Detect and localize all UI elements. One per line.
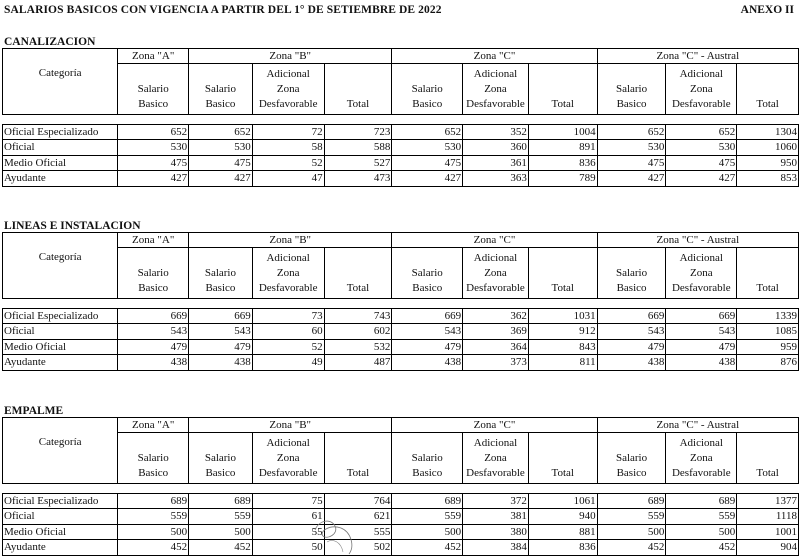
subheader-row [3, 433, 799, 484]
value-cell: 904 [737, 540, 799, 556]
adicional-zona-header [463, 433, 529, 484]
value-cell: 381 [463, 509, 529, 525]
salario-basico-header [597, 248, 666, 299]
zone-header-row [3, 233, 799, 248]
zone-header-row [3, 49, 799, 64]
header-line: Basico [616, 281, 647, 294]
header-line: Total [551, 466, 574, 479]
header-line: Adicional [266, 436, 310, 449]
value-cell: 652 [597, 124, 666, 140]
category-label: Categoría [3, 433, 118, 484]
value-cell: 475 [189, 155, 253, 171]
value-cell: 543 [392, 324, 463, 340]
value-cell: 559 [392, 509, 463, 525]
total-header [324, 248, 392, 299]
header-line: Total [756, 281, 779, 294]
value-cell: 1339 [737, 308, 799, 324]
header-line: Basico [412, 97, 443, 110]
category-label: Categoría [3, 248, 118, 299]
zone-b-header: Zona "B" [189, 233, 392, 248]
category-cell: Ayudante [3, 540, 118, 556]
category-cell: Ayudante [3, 355, 118, 371]
header-line: Basico [412, 466, 443, 479]
value-cell: 543 [189, 324, 253, 340]
header-line: Desfavorable [258, 97, 318, 110]
header-line: Total [756, 97, 779, 110]
value-cell: 487 [324, 355, 392, 371]
salary-table [2, 48, 799, 187]
value-cell: 843 [528, 339, 597, 355]
value-cell: 1085 [737, 324, 799, 340]
value-cell: 555 [324, 524, 392, 540]
category-label: Categoría [3, 64, 118, 115]
zone-a-header: Zona "A" [118, 418, 189, 433]
value-cell: 452 [189, 540, 253, 556]
adicional-zona-header [666, 248, 737, 299]
header-line: Zona [690, 266, 713, 279]
section-title: LINEAS E INSTALACION [4, 220, 141, 232]
value-cell: 559 [597, 509, 666, 525]
value-cell: 532 [324, 339, 392, 355]
document-header [4, 4, 794, 20]
zone-c-austral-header: Zona "C" - Austral [597, 49, 798, 64]
header-line: Salario [411, 266, 443, 279]
spacer-row [3, 298, 799, 308]
header-line: Desfavorable [258, 281, 318, 294]
value-cell: 881 [528, 524, 597, 540]
header-line: Salario [615, 82, 648, 95]
header-line: Zona [484, 451, 507, 464]
value-cell: 479 [666, 339, 737, 355]
value-cell: 452 [666, 540, 737, 556]
value-cell: 1031 [528, 308, 597, 324]
category-cell: Medio Oficial [3, 339, 118, 355]
value-cell: 427 [189, 171, 253, 187]
value-cell: 427 [118, 171, 189, 187]
header-line: Zona [276, 451, 300, 464]
zone-b-header: Zona "B" [189, 49, 392, 64]
value-cell: 559 [118, 509, 189, 525]
salary-table [2, 417, 799, 556]
table-row [3, 524, 799, 540]
header-line: Salario [615, 266, 648, 279]
value-cell: 543 [597, 324, 666, 340]
value-cell: 427 [666, 171, 737, 187]
total-header [528, 248, 597, 299]
spacer-cell [3, 114, 799, 124]
value-cell: 73 [252, 308, 324, 324]
value-cell: 669 [118, 308, 189, 324]
value-cell: 689 [666, 493, 737, 509]
header-line: Basico [412, 281, 443, 294]
value-cell: 479 [118, 339, 189, 355]
value-cell: 527 [324, 155, 392, 171]
value-cell: 940 [528, 509, 597, 525]
header-line: Salario [204, 451, 236, 464]
header-line: Total [551, 97, 574, 110]
adicional-zona-header [252, 64, 324, 115]
value-cell: 55 [252, 524, 324, 540]
value-cell: 1304 [737, 124, 799, 140]
document-title: SALARIOS BASICOS CON VIGENCIA A PARTIR DEL 1° DE SETIEMBRE DE 2022 [4, 4, 442, 16]
header-line: Zona [484, 82, 507, 95]
value-cell: 61 [252, 509, 324, 525]
spacer-row [3, 483, 799, 493]
value-cell: 362 [463, 308, 529, 324]
value-cell: 500 [392, 524, 463, 540]
value-cell: 669 [666, 308, 737, 324]
zone-a-header: Zona "A" [118, 49, 189, 64]
total-header [737, 248, 799, 299]
salario-basico-header [597, 433, 666, 484]
salario-basico-header [118, 433, 189, 484]
value-cell: 500 [189, 524, 253, 540]
header-line: Salario [411, 82, 443, 95]
header-line: Total [756, 466, 779, 479]
value-cell: 1118 [737, 509, 799, 525]
value-cell: 452 [597, 540, 666, 556]
value-cell: 438 [597, 355, 666, 371]
value-cell: 689 [392, 493, 463, 509]
salario-basico-header [189, 433, 253, 484]
category-cell: Medio Oficial [3, 155, 118, 171]
category-cell: Oficial [3, 509, 118, 525]
header-line: Desfavorable [466, 281, 525, 294]
value-cell: 363 [463, 171, 529, 187]
value-cell: 475 [666, 155, 737, 171]
value-cell: 652 [118, 124, 189, 140]
value-cell: 559 [666, 509, 737, 525]
table-row [3, 509, 799, 525]
value-cell: 452 [392, 540, 463, 556]
header-line: Salario [137, 82, 169, 95]
value-cell: 1004 [528, 124, 597, 140]
value-cell: 602 [324, 324, 392, 340]
header-line: Zona [276, 82, 300, 95]
header-line: Desfavorable [671, 281, 731, 294]
annex-label: ANEXO II [740, 4, 794, 16]
spacer-row [3, 114, 799, 124]
value-cell: 500 [666, 524, 737, 540]
table-row [3, 124, 799, 140]
header-line: Salario [137, 451, 169, 464]
zone-c-header: Zona "C" [392, 233, 597, 248]
value-cell: 1377 [737, 493, 799, 509]
zone-c-austral-header: Zona "C" - Austral [597, 233, 798, 248]
salario-basico-header [189, 248, 253, 299]
total-header [324, 64, 392, 115]
value-cell: 52 [252, 339, 324, 355]
category-cell: Oficial Especializado [3, 493, 118, 509]
value-cell: 50 [252, 540, 324, 556]
value-cell: 475 [392, 155, 463, 171]
signature-mark [305, 512, 365, 558]
header-line: Basico [138, 466, 169, 479]
total-header [528, 433, 597, 484]
value-cell: 360 [463, 140, 529, 156]
salario-basico-header [597, 64, 666, 115]
adicional-zona-header [666, 433, 737, 484]
header-line: Basico [138, 97, 169, 110]
zone-c-header: Zona "C" [392, 418, 597, 433]
value-cell: 479 [189, 339, 253, 355]
value-cell: 836 [528, 540, 597, 556]
header-line: Total [346, 281, 370, 294]
value-cell: 475 [597, 155, 666, 171]
adicional-zona-header [252, 433, 324, 484]
header-line: Basico [205, 466, 236, 479]
value-cell: 364 [463, 339, 529, 355]
header-line: Desfavorable [466, 466, 525, 479]
table-row [3, 339, 799, 355]
value-cell: 652 [392, 124, 463, 140]
value-cell: 502 [324, 540, 392, 556]
value-cell: 427 [392, 171, 463, 187]
table-row [3, 140, 799, 156]
salario-basico-header [189, 64, 253, 115]
header-line: Adicional [266, 251, 310, 264]
table-row [3, 155, 799, 171]
value-cell: 789 [528, 171, 597, 187]
header-line: Adicional [473, 67, 518, 80]
value-cell: 372 [463, 493, 529, 509]
category-cell: Oficial Especializado [3, 308, 118, 324]
value-cell: 75 [252, 493, 324, 509]
table-row [3, 171, 799, 187]
value-cell: 912 [528, 324, 597, 340]
value-cell: 689 [189, 493, 253, 509]
value-cell: 652 [189, 124, 253, 140]
header-line: Adicional [266, 67, 310, 80]
value-cell: 438 [189, 355, 253, 371]
value-cell: 58 [252, 140, 324, 156]
value-cell: 60 [252, 324, 324, 340]
value-cell: 49 [252, 355, 324, 371]
header-line: Zona [690, 82, 713, 95]
category-header [3, 49, 118, 64]
adicional-zona-header [463, 248, 529, 299]
header-line: Adicional [679, 67, 723, 80]
zone-c-austral-header: Zona "C" - Austral [597, 418, 798, 433]
value-cell: 1060 [737, 140, 799, 156]
header-line: Total [346, 97, 370, 110]
header-line: Desfavorable [258, 466, 318, 479]
zone-b-header: Zona "B" [189, 418, 392, 433]
header-line: Basico [616, 97, 647, 110]
value-cell: 530 [597, 140, 666, 156]
header-line: Basico [138, 281, 169, 294]
section-title: EMPALME [4, 405, 64, 417]
total-header [737, 433, 799, 484]
salario-basico-header [118, 64, 189, 115]
value-cell: 479 [392, 339, 463, 355]
table-row [3, 308, 799, 324]
salario-basico-header [392, 433, 463, 484]
value-cell: 72 [252, 124, 324, 140]
value-cell: 361 [463, 155, 529, 171]
salario-basico-header [118, 248, 189, 299]
value-cell: 621 [324, 509, 392, 525]
value-cell: 559 [189, 509, 253, 525]
value-cell: 743 [324, 308, 392, 324]
value-cell: 438 [392, 355, 463, 371]
header-line: Adicional [679, 436, 723, 449]
value-cell: 427 [597, 171, 666, 187]
header-line: Basico [616, 466, 647, 479]
value-cell: 530 [392, 140, 463, 156]
header-line: Salario [615, 451, 648, 464]
zone-header-row [3, 418, 799, 433]
value-cell: 530 [118, 140, 189, 156]
value-cell: 1061 [528, 493, 597, 509]
value-cell: 384 [463, 540, 529, 556]
value-cell: 530 [666, 140, 737, 156]
header-line: Desfavorable [671, 466, 731, 479]
subheader-row [3, 64, 799, 115]
value-cell: 723 [324, 124, 392, 140]
value-cell: 500 [118, 524, 189, 540]
value-cell: 475 [118, 155, 189, 171]
section-title: CANALIZACION [4, 36, 96, 48]
value-cell: 500 [597, 524, 666, 540]
value-cell: 479 [597, 339, 666, 355]
salario-basico-header [392, 248, 463, 299]
value-cell: 689 [597, 493, 666, 509]
table-row [3, 493, 799, 509]
value-cell: 380 [463, 524, 529, 540]
header-line: Salario [204, 266, 236, 279]
value-cell: 836 [528, 155, 597, 171]
salary-table [2, 232, 799, 371]
header-line: Total [551, 281, 574, 294]
value-cell: 530 [189, 140, 253, 156]
category-cell: Oficial [3, 324, 118, 340]
category-cell: Ayudante [3, 171, 118, 187]
total-header [528, 64, 597, 115]
subheader-row [3, 248, 799, 299]
header-line: Salario [137, 266, 169, 279]
table-row [3, 324, 799, 340]
category-cell: Oficial [3, 140, 118, 156]
zone-c-header: Zona "C" [392, 49, 597, 64]
value-cell: 669 [392, 308, 463, 324]
value-cell: 652 [666, 124, 737, 140]
value-cell: 543 [666, 324, 737, 340]
value-cell: 438 [666, 355, 737, 371]
value-cell: 588 [324, 140, 392, 156]
value-cell: 764 [324, 493, 392, 509]
value-cell: 1001 [737, 524, 799, 540]
value-cell: 876 [737, 355, 799, 371]
value-cell: 669 [189, 308, 253, 324]
value-cell: 352 [463, 124, 529, 140]
header-line: Adicional [473, 436, 518, 449]
value-cell: 473 [324, 171, 392, 187]
value-cell: 47 [252, 171, 324, 187]
category-header [3, 233, 118, 248]
value-cell: 373 [463, 355, 529, 371]
value-cell: 959 [737, 339, 799, 355]
header-line: Adicional [679, 251, 723, 264]
salario-basico-header [392, 64, 463, 115]
value-cell: 891 [528, 140, 597, 156]
table-row [3, 540, 799, 556]
adicional-zona-header [463, 64, 529, 115]
header-line: Salario [204, 82, 236, 95]
total-header [737, 64, 799, 115]
category-cell: Medio Oficial [3, 524, 118, 540]
category-cell: Oficial Especializado [3, 124, 118, 140]
value-cell: 853 [737, 171, 799, 187]
value-cell: 811 [528, 355, 597, 371]
header-line: Basico [205, 97, 236, 110]
header-line: Zona [484, 266, 507, 279]
adicional-zona-header [252, 248, 324, 299]
spacer-cell [3, 483, 799, 493]
header-line: Basico [205, 281, 236, 294]
header-line: Adicional [473, 251, 518, 264]
value-cell: 452 [118, 540, 189, 556]
table-row [3, 355, 799, 371]
header-line: Zona [276, 266, 300, 279]
header-line: Zona [690, 451, 713, 464]
header-line: Desfavorable [466, 97, 525, 110]
value-cell: 689 [118, 493, 189, 509]
zone-a-header: Zona "A" [118, 233, 189, 248]
value-cell: 543 [118, 324, 189, 340]
total-header [324, 433, 392, 484]
value-cell: 950 [737, 155, 799, 171]
adicional-zona-header [666, 64, 737, 115]
value-cell: 438 [118, 355, 189, 371]
value-cell: 669 [597, 308, 666, 324]
category-header [3, 418, 118, 433]
header-line: Desfavorable [671, 97, 731, 110]
header-line: Total [346, 466, 370, 479]
value-cell: 52 [252, 155, 324, 171]
value-cell: 369 [463, 324, 529, 340]
spacer-cell [3, 298, 799, 308]
header-line: Salario [411, 451, 443, 464]
